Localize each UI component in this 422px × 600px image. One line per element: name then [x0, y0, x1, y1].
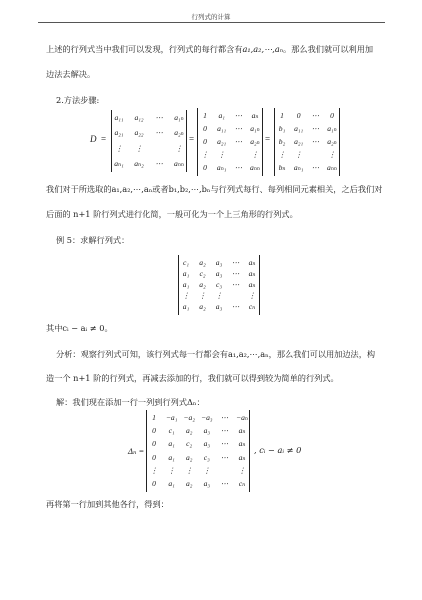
matrix-example-cell: ⋮ [198, 291, 207, 300]
matrix-d [111, 110, 187, 172]
matrix-example-cell: a₁ [182, 302, 190, 311]
matrix-delta-cell: −a₂ [183, 413, 195, 422]
page-header: 行列式的计算 [191, 13, 231, 21]
matrix-bordered-1 [197, 108, 263, 176]
matrix-delta-cell: a₂ [185, 479, 193, 488]
matrix-delta-cell: −aₙ [236, 413, 248, 422]
matrix-example-cell: c₃ [215, 280, 223, 289]
para1-vars: a₁,a₂,⋯,aₙ [242, 44, 284, 54]
para1-line1-b: 。那么我们就可以利用加 [283, 44, 374, 54]
matrix-bordered-1-cell: ⋮ [201, 150, 209, 159]
matrix-delta-cell: c₂ [186, 439, 193, 449]
matrix-example-cell: ⋮ [248, 291, 256, 300]
matrix-bordered-2-cell: ⋮ [294, 150, 303, 159]
matrix-delta-cell: a₁ [168, 439, 175, 449]
matrix-bordered-2-cell: a₁₁ [294, 124, 304, 133]
formula1-eq1: = [101, 134, 107, 144]
matrix-example-cell: cₙ [248, 302, 256, 311]
matrix-bordered-1-cell: ⋮ [217, 150, 226, 159]
matrix-bordered-2-cell: b₁ [278, 124, 286, 133]
matrix-delta-cell: 1 [152, 413, 156, 422]
para1-line1 [46, 45, 373, 53]
matrix-delta-cell: a₃ [203, 426, 211, 436]
matrix-delta-cell: a₃ [203, 479, 211, 488]
matrix-bordered-1-cell: aₙ [251, 111, 259, 120]
matrix-delta-cell: ⋮ [238, 465, 246, 475]
matrix-delta-cell: 0 [152, 426, 156, 436]
matrix-d-cell: a₁₂ [134, 113, 144, 122]
matrix-bordered-1-cell: 0 [203, 137, 207, 146]
matrix-bordered-1-cell: aₙ₁ [216, 163, 227, 172]
matrix-bordered-2-cell: ⋯ [311, 111, 320, 120]
matrix-delta-cell: a₂ [185, 452, 193, 462]
matrix-example-cell: c₂ [199, 269, 206, 278]
matrix-delta-cell: ⋯ [220, 479, 229, 488]
matrix-bordered-2 [274, 108, 340, 176]
matrix-bordered-2-cell: 1 [280, 111, 284, 120]
matrix-delta-cell: ⋮ [167, 465, 176, 475]
matrix-example-cell: a₃ [215, 302, 223, 311]
matrix-delta-cell: a₁ [168, 452, 175, 462]
matrix-bordered-1-cell: a₂ₙ [250, 137, 260, 146]
matrix-example-cell: a₃ [215, 269, 223, 278]
matrix-d-cell: ⋮ [175, 143, 183, 153]
matrix-d-cell: ⋮ [135, 143, 143, 153]
formula2-lhs: Δₙ = [128, 446, 145, 456]
matrix-delta [146, 410, 250, 492]
section-heading: 2.方法步骤: [56, 95, 100, 105]
matrix-d-cell: ⋯ [155, 113, 163, 122]
condition-text: 其中cᵢ − aᵢ ≠ 0。 [46, 323, 113, 333]
matrix-delta-cell: 0 [152, 479, 156, 488]
matrix-example-cell: ⋮ [215, 291, 223, 300]
para1-line2: 边法去解决。 [46, 69, 96, 79]
matrix-bordered-2-cell: ⋯ [311, 124, 320, 133]
matrix-d-cell: a₁ₙ [174, 113, 184, 122]
analysis-line2: 造一个 n+1 阶的行列式，再减去添加的行，我们就可以得到较为简单的行列式。 [46, 373, 339, 383]
matrix-bordered-2-cell: 0 [330, 111, 334, 120]
matrix-d-cell: aₙ₂ [134, 159, 144, 168]
formula2-rhs: , cᵢ − aᵢ ≠ 0 [254, 445, 302, 455]
matrix-delta-cell: ⋯ [220, 413, 229, 422]
matrix-bordered-2-cell: ⋯ [311, 163, 320, 172]
matrix-delta-cell: ⋮ [185, 465, 193, 475]
matrix-delta-cell: c₃ [203, 452, 210, 462]
final-line: 再将第一行加到其他各行，得到： [46, 499, 169, 509]
matrix-bordered-1-cell: 0 [203, 163, 207, 172]
matrix-example-cell: ⋯ [231, 258, 240, 267]
matrix-delta-cell: c₁ [168, 426, 175, 436]
matrix-d-cell: a₂ₙ [174, 128, 184, 138]
formula1-eq2: = [189, 134, 195, 144]
matrix-delta-cell: −a₃ [201, 413, 213, 422]
matrix-delta-cell: a₃ [203, 439, 211, 449]
para2-line1: 我们对于所选取的a₁,a₂,⋯,aₙ或者b₁,b₂,⋯,bₙ与行列式每行、每列相同元素相关，之后我们对 [46, 184, 383, 194]
matrix-example-cell: aₙ [248, 258, 256, 267]
matrix-d-cell: a₂₂ [134, 128, 144, 138]
matrix-example-cell: a₂ [199, 302, 206, 311]
matrix-delta-cell: 0 [152, 452, 156, 462]
matrix-bordered-2-cell: a₂ₙ [327, 137, 337, 146]
matrix-bordered-2-cell: 0 [296, 111, 301, 120]
matrix-delta-cell: ⋯ [220, 426, 229, 436]
matrix-bordered-2-cell: ⋯ [311, 137, 320, 146]
matrix-d-cell: aₙ₁ [114, 159, 124, 168]
matrix-bordered-1-cell: a₂₁ [217, 137, 227, 146]
matrix-d-cell: aₙₙ [174, 159, 184, 168]
matrix-example-cell: a₁ [182, 280, 190, 289]
matrix-bordered-1-cell: 1 [203, 111, 207, 120]
para1-line1-a: 上述的行列式当中我们可以发现，行列式的每行都含有 [46, 44, 243, 54]
matrix-delta-cell: 0 [152, 439, 156, 449]
matrix-bordered-2-cell: aₙ₁ [293, 163, 304, 172]
matrix-delta-cell: aₙ [238, 439, 246, 449]
matrix-bordered-1-cell: 0 [203, 124, 207, 133]
matrix-example-cell: a₃ [215, 258, 223, 267]
matrix-example-cell: ⋮ [182, 291, 190, 300]
analysis-line1: 分析：观察行列式可知，该行列式每一行都会有a₁,a₂,⋯,aₙ，那么我们可以用加边法，构 [56, 349, 376, 359]
matrix-delta-cell: a₂ [185, 426, 193, 436]
matrix-example-cell: aₙ [248, 269, 256, 278]
matrix-delta-cell: aₙ [238, 426, 246, 436]
matrix-bordered-2-cell: a₂₁ [294, 137, 304, 146]
matrix-d-cell: ⋮ [115, 143, 123, 153]
matrix-bordered-1-cell: a₁₁ [217, 124, 227, 133]
matrix-example-cell: ⋯ [231, 302, 240, 311]
matrix-example-cell: aₙ [248, 280, 256, 289]
matrix-example-cell: ⋯ [231, 280, 240, 289]
matrix-bordered-2-cell: aₙₙ [327, 163, 337, 172]
matrix-delta-cell: ⋮ [150, 465, 158, 475]
matrix-bordered-1-cell: ⋯ [234, 163, 243, 172]
matrix-d-cell: a₂₁ [114, 128, 124, 138]
matrix-bordered-1-cell: ⋯ [234, 111, 243, 120]
matrix-bordered-1-cell: ⋮ [251, 150, 259, 159]
matrix-d-cell: ⋯ [155, 128, 163, 138]
matrix-delta-cell: −a₁ [165, 413, 178, 422]
matrix-bordered-1-cell: a₁ₙ [250, 124, 260, 133]
matrix-bordered-2-cell: ⋮ [278, 150, 286, 159]
matrix-delta-cell: ⋮ [203, 465, 211, 475]
matrix-d-cell: a₁₁ [114, 113, 124, 122]
para2-line2: 后面的 n+1 阶行列式进行化简，一般可化为一个上三角形的行列式。 [46, 209, 298, 219]
matrix-bordered-2-cell: bₙ [278, 163, 286, 172]
matrix-bordered-2-cell: ⋮ [328, 150, 336, 159]
matrix-example [178, 255, 260, 315]
matrix-bordered-1-cell: ⋯ [234, 124, 243, 133]
matrix-bordered-2-cell: b₂ [278, 137, 286, 146]
header-rule [38, 22, 385, 23]
matrix-delta-cell: ⋯ [220, 452, 229, 462]
example-label: 例 5：求解行列式： [56, 235, 130, 245]
solution-line: 解：我们现在添加一行一列到行列式Δₙ： [56, 397, 205, 407]
matrix-example-cell: ⋯ [231, 269, 240, 278]
matrix-delta-cell: aₙ [238, 452, 246, 462]
formula1-lhs: D [90, 134, 97, 144]
matrix-example-cell: a₁ [182, 269, 190, 278]
matrix-example-cell: a₂ [199, 258, 206, 267]
matrix-delta-cell: ⋯ [220, 439, 229, 449]
matrix-example-cell: c₁ [182, 258, 190, 267]
matrix-delta-cell: a₁ [168, 479, 175, 488]
matrix-example-cell: a₂ [199, 280, 206, 289]
matrix-bordered-1-cell: aₙₙ [250, 163, 260, 172]
matrix-bordered-1-cell: ⋯ [234, 137, 243, 146]
matrix-d-cell: ⋯ [155, 159, 163, 168]
matrix-bordered-1-cell: a₁ [218, 111, 225, 120]
matrix-delta-cell: cₙ [238, 479, 246, 488]
formula1-eq3: = [265, 134, 271, 144]
matrix-bordered-2-cell: a₁ₙ [327, 124, 337, 133]
